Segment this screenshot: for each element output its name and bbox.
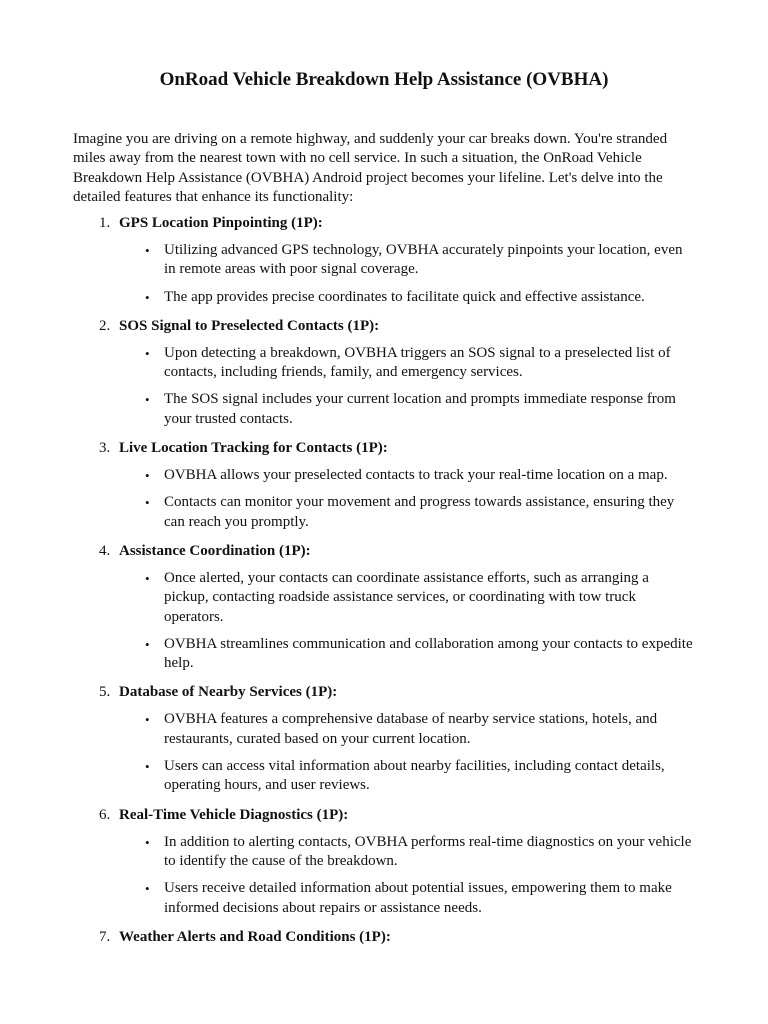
feature-heading bbox=[73, 213, 697, 234]
feature-point bbox=[73, 344, 697, 383]
feature-number: 2. bbox=[99, 317, 111, 334]
feature-title: Weather Alerts and Road Conditions (1P): bbox=[119, 928, 391, 945]
feature-number: 3. bbox=[99, 440, 111, 457]
feature-point bbox=[73, 879, 697, 918]
feature-point-text: In addition to alerting contacts, OVBHA performs real-time diagnostics on your vehicle to identify the cause of the breakdown. bbox=[164, 833, 692, 869]
feature-points bbox=[73, 710, 697, 795]
feature-point bbox=[73, 288, 697, 307]
feature-title: Live Location Tracking for Contacts (1P): bbox=[119, 440, 388, 457]
feature-title: GPS Location Pinpointing (1P): bbox=[119, 215, 323, 231]
feature-item bbox=[73, 316, 697, 429]
feature-point-text: Contacts can monitor your movement and progress towards assistance, ensuring they can reach you promptly. bbox=[164, 494, 675, 530]
feature-point-text: OVBHA features a comprehensive database of nearby service stations, hotels, and restaurants, curated based on your current location. bbox=[164, 711, 658, 747]
feature-list bbox=[73, 213, 697, 957]
bullet-icon: • bbox=[145, 468, 150, 484]
feature-item bbox=[73, 927, 697, 948]
feature-number: 6. bbox=[99, 806, 111, 823]
feature-points bbox=[73, 241, 697, 307]
feature-point bbox=[73, 569, 697, 627]
feature-item bbox=[73, 805, 697, 918]
bullet-icon: • bbox=[145, 636, 150, 652]
feature-point-text: The SOS signal includes your current location and prompts immediate response from your trusted contacts. bbox=[164, 391, 676, 427]
feature-heading bbox=[73, 682, 697, 703]
bullet-icon: • bbox=[145, 881, 150, 897]
feature-item bbox=[73, 213, 697, 307]
bullet-icon: • bbox=[145, 392, 150, 408]
feature-point bbox=[73, 710, 697, 749]
feature-item bbox=[73, 682, 697, 795]
bullet-icon: • bbox=[145, 243, 150, 258]
bullet-icon: • bbox=[145, 759, 150, 775]
bullet-icon: • bbox=[145, 712, 150, 728]
feature-point-text: Utilizing advanced GPS technology, OVBHA accurately pinpoints your location, even in remote areas with poor signal coverage. bbox=[164, 242, 683, 278]
feature-point bbox=[73, 635, 697, 674]
feature-heading bbox=[73, 438, 697, 459]
feature-number: 4. bbox=[99, 542, 111, 559]
feature-heading bbox=[73, 316, 697, 337]
intro-paragraph: Imagine you are driving on a remote highway, and suddenly your car breaks down. You're stranded miles away from the nearest town with no cell service. In such a situation, the OnRoad Vehicle Breakdown Help Assistance (OVBHA) Android project becomes your lifeline. Let's delve into the detailed features that enhance its functionality: bbox=[73, 131, 668, 205]
feature-point bbox=[73, 390, 697, 429]
feature-item bbox=[73, 438, 697, 532]
feature-heading bbox=[73, 805, 697, 826]
feature-points bbox=[73, 466, 697, 532]
feature-point-text: The app provides precise coordinates to facilitate quick and effective assistance. bbox=[164, 288, 645, 305]
feature-points bbox=[73, 344, 697, 429]
feature-heading bbox=[73, 927, 697, 948]
feature-number: 5. bbox=[99, 684, 111, 701]
bullet-icon: • bbox=[145, 495, 150, 511]
feature-point-text: OVBHA streamlines communication and collaboration among your contacts to expedite help. bbox=[164, 635, 693, 672]
feature-number: 7. bbox=[99, 928, 111, 945]
feature-point-text: OVBHA allows your preselected contacts to track your real-time location on a map. bbox=[164, 467, 668, 484]
document-title: OnRoad Vehicle Breakdown Help Assistance (OVBHA) bbox=[159, 69, 609, 90]
bullet-icon: • bbox=[145, 834, 150, 850]
feature-point bbox=[73, 757, 697, 796]
feature-points bbox=[73, 833, 697, 918]
bullet-icon: • bbox=[145, 345, 150, 361]
feature-point bbox=[73, 493, 697, 532]
feature-item bbox=[73, 541, 697, 673]
feature-title: Assistance Coordination (1P): bbox=[119, 542, 311, 559]
feature-heading bbox=[73, 541, 697, 562]
feature-point bbox=[73, 466, 697, 485]
feature-point bbox=[73, 241, 697, 280]
feature-title: SOS Signal to Preselected Contacts (1P): bbox=[119, 317, 380, 334]
feature-point bbox=[73, 833, 697, 872]
bullet-icon: • bbox=[145, 570, 150, 586]
feature-point-text: Once alerted, your contacts can coordinate assistance efforts, such as arranging a pickup, contacting roadside assistance services, or coordinating with tow truck operators. bbox=[164, 569, 649, 625]
feature-title: Database of Nearby Services (1P): bbox=[119, 684, 338, 701]
feature-point-text: Upon detecting a breakdown, OVBHA triggers an SOS signal to a preselected list of contacts, including friends, family, and emergency services. bbox=[164, 344, 671, 381]
feature-number: 1. bbox=[99, 215, 111, 231]
feature-title: Real-Time Vehicle Diagnostics (1P): bbox=[119, 806, 349, 823]
feature-point-text: Users receive detailed information about potential issues, empowering them to make informed decisions about repairs or assistance needs. bbox=[164, 880, 672, 916]
bullet-icon: • bbox=[145, 289, 150, 305]
feature-points bbox=[73, 569, 697, 673]
feature-point-text: Users can access vital information about nearby facilities, including contact details, operating hours, and user reviews. bbox=[164, 758, 665, 794]
